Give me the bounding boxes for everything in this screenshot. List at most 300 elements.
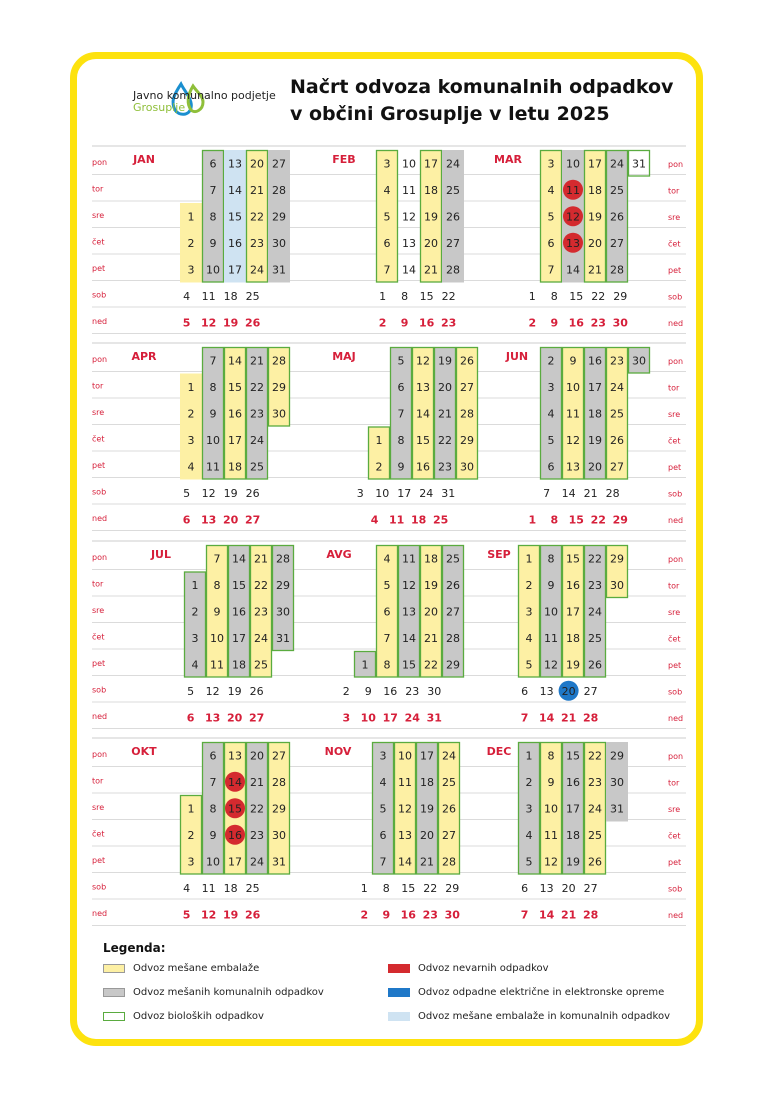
sunday-number: 20 xyxy=(222,513,239,527)
day-number: 21 xyxy=(424,631,438,645)
sunday-number: 15 xyxy=(568,513,584,527)
day-number: 13 xyxy=(416,380,430,394)
day-number: 8 xyxy=(397,433,405,447)
day-number: 22 xyxy=(438,433,452,447)
day-number: 25 xyxy=(250,460,264,474)
day-label-left: sob xyxy=(92,685,107,695)
sunday-number: 18 xyxy=(410,513,427,527)
day-number: 3 xyxy=(191,631,199,645)
day-number: 7 xyxy=(209,354,217,368)
day-number: 14 xyxy=(402,263,416,277)
saturday-number: 18 xyxy=(223,289,238,303)
sunday-number: 23 xyxy=(590,316,606,330)
day-number: 21 xyxy=(250,183,264,197)
day-number: 31 xyxy=(632,157,646,171)
day-number: 28 xyxy=(446,631,460,645)
day-label-left: sre xyxy=(92,803,105,812)
day-number: 14 xyxy=(398,855,412,869)
day-number: 6 xyxy=(547,236,555,250)
sunday-number: 13 xyxy=(200,513,217,527)
day-number: 25 xyxy=(610,183,624,197)
day-number: 31 xyxy=(272,263,286,277)
day-number: 1 xyxy=(187,210,195,224)
sunday-number: 21 xyxy=(560,908,577,922)
day-label-right: pet xyxy=(668,858,682,867)
day-number: 8 xyxy=(547,552,555,566)
day-number: 10 xyxy=(402,157,416,171)
day-number: 3 xyxy=(187,855,195,869)
day-number: 27 xyxy=(272,749,286,763)
day-number: 24 xyxy=(610,157,624,171)
day-number: 1 xyxy=(525,749,533,763)
day-number: 17 xyxy=(588,157,602,171)
saturday-number: 31 xyxy=(441,486,456,500)
sunday-number: 1 xyxy=(528,513,537,527)
sunday-number: 30 xyxy=(444,908,460,922)
day-number: 2 xyxy=(187,407,195,421)
legend-label: Odvoz bioloških odpadkov xyxy=(133,1011,264,1022)
day-number: 9 xyxy=(209,407,217,421)
saturday-number: 4 xyxy=(183,881,191,895)
day-label-right: sob xyxy=(668,292,683,302)
day-number: 20 xyxy=(250,749,264,763)
day-number: 23 xyxy=(250,236,264,250)
day-label-right: ned xyxy=(668,319,684,328)
day-number: 20 xyxy=(420,828,434,842)
day-number: 10 xyxy=(544,802,558,816)
day-number: 25 xyxy=(442,775,456,789)
day-label-left: čet xyxy=(92,829,105,839)
saturday-number: 1 xyxy=(360,881,368,895)
day-number: 1 xyxy=(525,552,533,566)
day-number: 24 xyxy=(250,855,264,869)
day-number: 24 xyxy=(588,605,602,619)
day-number: 8 xyxy=(547,749,555,763)
day-number: 23 xyxy=(250,407,264,421)
day-label-right: ned xyxy=(668,911,684,920)
day-number: 12 xyxy=(402,210,416,224)
legend-label: Odvoz mešane embalaže in komunalnih odpadkov xyxy=(418,1011,671,1022)
day-label-right: ned xyxy=(668,516,684,525)
day-label-right: pon xyxy=(668,357,684,366)
day-number: 26 xyxy=(588,855,602,869)
page-title: Načrt odvoza komunalnih odpadkov v občini Grosuplje v letu 2025 xyxy=(290,76,674,125)
day-number: 14 xyxy=(566,263,580,277)
day-number: 12 xyxy=(566,433,580,447)
day-number: 3 xyxy=(525,605,533,619)
day-number: 5 xyxy=(525,855,533,869)
legend-label: Odvoz nevarnih odpadkov xyxy=(418,963,549,974)
saturday-number: 7 xyxy=(543,486,551,500)
green-outline-swatch-icon xyxy=(103,1012,125,1021)
saturday-number: 26 xyxy=(245,486,260,500)
day-number: 5 xyxy=(383,210,391,224)
day-number: 13 xyxy=(402,236,416,250)
day-label-left: pet xyxy=(92,264,106,273)
saturday-number: 8 xyxy=(401,289,409,303)
day-number: 29 xyxy=(610,552,624,566)
day-label-left: sre xyxy=(92,211,105,220)
sunday-number: 3 xyxy=(342,711,351,725)
day-label-right: sob xyxy=(668,687,683,697)
day-number: 30 xyxy=(272,407,286,421)
saturday-number: 17 xyxy=(397,486,412,500)
day-number: 30 xyxy=(272,828,286,842)
legend xyxy=(103,941,703,1031)
day-number: 17 xyxy=(424,157,438,171)
sunday-number: 6 xyxy=(186,711,195,725)
logo-line1: Javno komunalno podjetje xyxy=(133,89,276,102)
sunday-number: 9 xyxy=(550,316,559,330)
sunday-number: 19 xyxy=(222,908,239,922)
sunday-number: 21 xyxy=(560,711,577,725)
day-number: 16 xyxy=(228,828,242,842)
day-number: 4 xyxy=(525,631,533,645)
sunday-number: 29 xyxy=(612,513,628,527)
month-name: JUL xyxy=(150,548,172,561)
day-number: 29 xyxy=(610,749,624,763)
day-number: 29 xyxy=(272,210,286,224)
day-number: 16 xyxy=(416,460,430,474)
day-number: 13 xyxy=(402,605,416,619)
day-number: 30 xyxy=(276,605,290,619)
day-number: 15 xyxy=(566,749,580,763)
day-number: 18 xyxy=(228,460,242,474)
saturday-number: 1 xyxy=(379,289,387,303)
day-number: 17 xyxy=(228,855,242,869)
day-number: 8 xyxy=(383,658,391,672)
day-label-left: pon xyxy=(92,553,108,562)
saturday-number: 2 xyxy=(342,684,350,698)
day-number: 27 xyxy=(610,460,624,474)
day-number: 8 xyxy=(209,210,217,224)
day-number: 17 xyxy=(566,802,580,816)
month-name: AVG xyxy=(326,548,352,561)
day-number: 9 xyxy=(547,578,555,592)
day-label-left: čet xyxy=(92,632,105,642)
day-number: 12 xyxy=(544,855,558,869)
saturday-number: 6 xyxy=(521,684,529,698)
sunday-number: 4 xyxy=(370,513,379,527)
saturday-number: 28 xyxy=(605,486,620,500)
day-number: 18 xyxy=(588,183,602,197)
day-number: 28 xyxy=(272,183,286,197)
day-number: 15 xyxy=(566,552,580,566)
legend-item-red xyxy=(388,963,549,974)
day-number: 13 xyxy=(398,828,412,842)
day-number: 2 xyxy=(525,578,533,592)
day-number: 25 xyxy=(446,552,460,566)
day-number: 5 xyxy=(547,433,555,447)
day-number: 20 xyxy=(424,236,438,250)
month-name: DEC xyxy=(486,745,512,758)
sunday-number: 13 xyxy=(204,711,221,725)
saturday-number: 10 xyxy=(375,486,390,500)
day-number: 29 xyxy=(446,658,460,672)
day-number: 29 xyxy=(272,380,286,394)
saturday-number: 3 xyxy=(356,486,364,500)
day-number: 10 xyxy=(210,631,224,645)
day-number: 16 xyxy=(232,605,246,619)
day-number: 29 xyxy=(276,578,290,592)
day-number: 10 xyxy=(566,157,580,171)
day-number: 23 xyxy=(610,354,624,368)
day-label-left: ned xyxy=(92,909,108,918)
day-number: 12 xyxy=(544,658,558,672)
legend-item-yellow xyxy=(103,963,259,974)
day-label-right: pon xyxy=(668,752,684,761)
sunday-number: 10 xyxy=(360,711,376,725)
day-number: 5 xyxy=(397,354,405,368)
day-number: 22 xyxy=(588,552,602,566)
day-number: 28 xyxy=(460,407,474,421)
day-number: 24 xyxy=(588,802,602,816)
day-number: 30 xyxy=(610,775,624,789)
saturday-number: 25 xyxy=(245,289,260,303)
sunday-number: 26 xyxy=(244,316,261,330)
day-number: 6 xyxy=(379,828,387,842)
day-number: 5 xyxy=(383,578,391,592)
day-number: 22 xyxy=(250,380,264,394)
day-number: 26 xyxy=(460,354,474,368)
day-number: 17 xyxy=(588,380,602,394)
day-number: 2 xyxy=(187,236,195,250)
day-number: 3 xyxy=(525,802,533,816)
day-number: 28 xyxy=(442,855,456,869)
day-number: 20 xyxy=(424,605,438,619)
day-number: 9 xyxy=(213,605,221,619)
lightblue-swatch-icon xyxy=(388,1012,410,1021)
legend-label: Odvoz mešane embalaže xyxy=(133,963,260,974)
month-name: MAJ xyxy=(332,350,356,363)
sunday-number: 31 xyxy=(426,711,442,725)
sunday-number: 2 xyxy=(528,316,537,330)
day-number: 4 xyxy=(379,775,387,789)
day-label-left: sre xyxy=(92,408,105,417)
sunday-number: 6 xyxy=(182,513,191,527)
day-number: 7 xyxy=(213,552,221,566)
day-number: 5 xyxy=(379,802,387,816)
day-label-left: čet xyxy=(92,434,105,444)
day-number: 22 xyxy=(250,802,264,816)
day-number: 15 xyxy=(232,578,246,592)
day-number: 1 xyxy=(375,433,383,447)
day-number: 16 xyxy=(228,236,242,250)
day-number: 7 xyxy=(379,855,387,869)
day-number: 6 xyxy=(209,157,217,171)
sunday-number: 28 xyxy=(582,908,599,922)
sunday-number: 23 xyxy=(440,316,457,330)
day-number: 8 xyxy=(209,802,217,816)
day-number: 2 xyxy=(375,460,383,474)
day-number: 1 xyxy=(187,802,195,816)
legend-item-green xyxy=(103,1011,264,1022)
day-number: 15 xyxy=(402,658,416,672)
saturday-number: 23 xyxy=(405,684,420,698)
day-label-left: tor xyxy=(92,381,104,391)
day-number: 28 xyxy=(610,263,624,277)
month-name: JUN xyxy=(505,350,529,363)
saturday-number: 15 xyxy=(569,289,584,303)
legend-item-gray xyxy=(103,987,324,998)
blue-swatch-icon xyxy=(388,988,410,997)
day-label-right: pet xyxy=(668,266,682,275)
day-number: 21 xyxy=(438,407,452,421)
day-number: 3 xyxy=(547,157,555,171)
day-number: 12 xyxy=(566,210,580,224)
day-number: 4 xyxy=(547,183,555,197)
yellow-swatch-icon xyxy=(103,964,125,973)
day-number: 19 xyxy=(424,210,438,224)
day-number: 21 xyxy=(254,552,268,566)
red-swatch-icon xyxy=(388,964,410,973)
day-label-right: pon xyxy=(668,160,684,169)
sunday-number: 20 xyxy=(226,711,243,725)
day-number: 23 xyxy=(588,578,602,592)
sunday-number: 5 xyxy=(182,316,191,330)
day-number: 31 xyxy=(610,802,624,816)
day-number: 23 xyxy=(254,605,268,619)
day-number: 27 xyxy=(460,380,474,394)
day-number: 30 xyxy=(272,236,286,250)
day-number: 6 xyxy=(397,380,405,394)
day-label-right: sre xyxy=(668,805,681,814)
day-number: 15 xyxy=(228,802,242,816)
saturday-number: 12 xyxy=(201,486,216,500)
day-number: 21 xyxy=(424,263,438,277)
saturday-number: 1 xyxy=(528,289,536,303)
day-label-right: čet xyxy=(668,436,681,446)
day-label-left: ned xyxy=(92,514,108,523)
day-label-right: sob xyxy=(668,884,683,894)
saturday-number: 27 xyxy=(583,684,598,698)
sunday-number: 11 xyxy=(388,513,405,527)
saturday-number: 12 xyxy=(205,684,220,698)
day-number: 3 xyxy=(187,433,195,447)
day-number: 26 xyxy=(610,210,624,224)
sunday-number: 22 xyxy=(590,513,606,527)
day-number: 30 xyxy=(632,354,646,368)
day-number: 25 xyxy=(254,658,268,672)
sunday-number: 17 xyxy=(382,711,398,725)
saturday-number: 26 xyxy=(249,684,264,698)
day-number: 4 xyxy=(187,460,195,474)
month-name: MAR xyxy=(494,153,522,166)
day-label-left: ned xyxy=(92,712,108,721)
day-number: 10 xyxy=(206,263,220,277)
day-number: 25 xyxy=(588,631,602,645)
day-number: 10 xyxy=(566,380,580,394)
saturday-number: 5 xyxy=(183,486,191,500)
day-number: 26 xyxy=(446,210,460,224)
day-number: 18 xyxy=(566,631,580,645)
day-number: 19 xyxy=(588,433,602,447)
saturday-number: 18 xyxy=(223,881,238,895)
day-number: 21 xyxy=(250,354,264,368)
sunday-number: 23 xyxy=(422,908,438,922)
day-number: 22 xyxy=(588,749,602,763)
saturday-number: 8 xyxy=(550,289,558,303)
day-label-right: pet xyxy=(668,463,682,472)
sunday-number: 16 xyxy=(568,316,584,330)
month-name: SEP xyxy=(487,548,511,561)
saturday-number: 13 xyxy=(539,881,554,895)
month-name: OKT xyxy=(131,745,157,758)
day-number: 24 xyxy=(250,263,264,277)
saturday-number: 20 xyxy=(561,881,576,895)
day-number: 24 xyxy=(250,433,264,447)
day-number: 12 xyxy=(416,354,430,368)
day-number: 15 xyxy=(228,380,242,394)
day-number: 24 xyxy=(254,631,268,645)
day-number: 4 xyxy=(191,658,199,672)
sunday-number: 9 xyxy=(400,316,409,330)
day-number: 28 xyxy=(446,263,460,277)
sunday-number: 9 xyxy=(382,908,391,922)
day-label-right: ned xyxy=(668,714,684,723)
month-name: NOV xyxy=(324,745,352,758)
day-number: 31 xyxy=(276,631,290,645)
day-number: 10 xyxy=(544,605,558,619)
day-number: 17 xyxy=(420,749,434,763)
day-number: 16 xyxy=(228,407,242,421)
sunday-number: 7 xyxy=(520,711,529,725)
day-number: 2 xyxy=(547,354,555,368)
day-number: 9 xyxy=(547,775,555,789)
day-number: 17 xyxy=(566,605,580,619)
logo-line2: Grosuplje xyxy=(133,101,186,114)
day-number: 18 xyxy=(588,407,602,421)
day-number: 25 xyxy=(446,183,460,197)
saturday-number: 16 xyxy=(383,684,398,698)
day-number: 27 xyxy=(446,236,460,250)
day-number: 9 xyxy=(569,354,577,368)
day-number: 14 xyxy=(228,775,242,789)
day-number: 24 xyxy=(442,749,456,763)
day-number: 2 xyxy=(187,828,195,842)
day-number: 6 xyxy=(383,236,391,250)
day-label-left: pon xyxy=(92,750,108,759)
day-number: 1 xyxy=(191,578,199,592)
day-label-right: sre xyxy=(668,608,681,617)
day-number: 7 xyxy=(547,263,555,277)
day-number: 14 xyxy=(416,407,430,421)
saturday-number: 24 xyxy=(419,486,434,500)
day-number: 11 xyxy=(544,631,558,645)
day-number: 6 xyxy=(383,605,391,619)
sunday-number: 12 xyxy=(200,908,217,922)
day-number: 9 xyxy=(209,828,217,842)
day-number: 17 xyxy=(228,433,242,447)
day-number: 8 xyxy=(209,380,217,394)
day-number: 20 xyxy=(438,380,452,394)
day-number: 11 xyxy=(398,775,412,789)
day-number: 19 xyxy=(424,578,438,592)
day-number: 4 xyxy=(383,183,391,197)
sunday-number: 27 xyxy=(248,711,265,725)
day-number: 11 xyxy=(210,658,224,672)
sunday-number: 27 xyxy=(244,513,261,527)
saturday-number: 9 xyxy=(364,684,372,698)
day-number: 1 xyxy=(187,380,195,394)
saturday-number: 5 xyxy=(187,684,195,698)
day-label-left: sob xyxy=(92,882,107,892)
day-number: 30 xyxy=(610,578,624,592)
saturday-number: 4 xyxy=(183,289,191,303)
day-number: 3 xyxy=(547,380,555,394)
sunday-number: 14 xyxy=(538,908,555,922)
day-number: 27 xyxy=(610,236,624,250)
